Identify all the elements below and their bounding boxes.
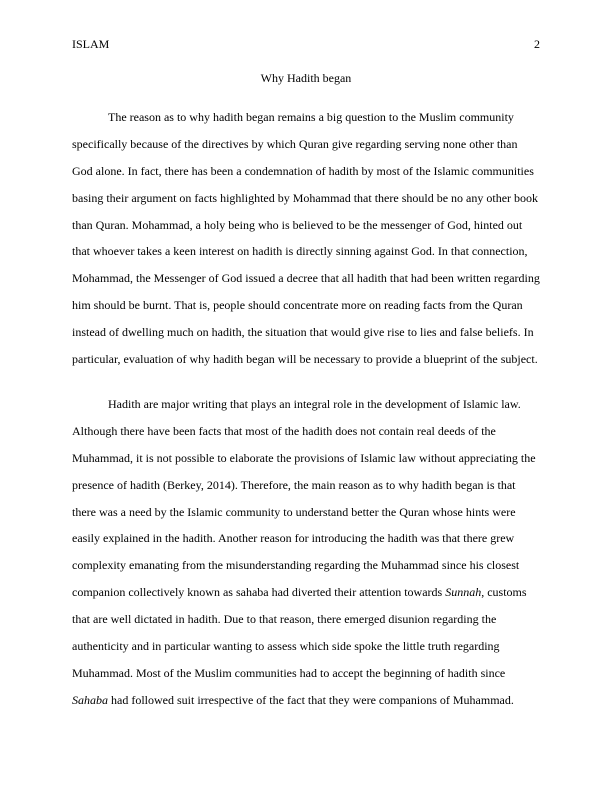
line-text: had followed suit irrespective of the fact that they were companions of Muhammad. [108,692,514,707]
paragraph-line: there was a need by the Islamic community to understand better the Quran whose hints were [72,504,516,519]
page-number: 2 [534,37,540,51]
paragraph-line: God alone. In fact, there has been a condemnation of hadith by most of the Islamic communities [72,163,534,178]
paragraph-line: complexity emanating from the misunderstanding regarding the Muhammad since his closest [72,558,520,573]
paragraph-line: Mohammad, the Messenger of God issued a decree that all hadith that had been written regarding [72,271,540,286]
paragraph-line [72,584,540,611]
paragraph-line: particular, evaluation of why hadith began will be necessary to provide a blueprint of the subject. [72,352,538,367]
italic-term-sunnah: Sunnah [445,585,482,600]
paragraph-2 [72,396,540,719]
line-text: companion collectively known as sahaba had diverted their attention towards [72,585,446,600]
paragraph-line: him should be burnt. That is, people should concentrate more on reading facts from the Quran [72,298,523,313]
paragraph-line: presence of hadith (Berkey, 2014). Therefore, the main reason as to why hadith began is that [72,477,516,492]
paragraph-line: instead of dwelling much on hadith, the situation that would give rise to lies and false beliefs. In [72,325,534,340]
paragraph-line [72,692,540,719]
paragraph-line: Hadith are major writing that plays an integral role in the development of Islamic law. [108,397,521,411]
italic-term-sahaba: Sahaba [72,692,108,707]
paragraph-line: specifically because of the directives by which Quran give regarding serving none other than [72,136,518,151]
paragraph-line: that whoever takes a keen interest on hadith is directly sinning against God. In that connection, [72,244,528,259]
paragraph-line: easily explained in the hadith. Another reason for introducing the hadith was that there grew [72,531,515,546]
running-head: ISLAM [72,37,110,51]
paragraph-line: Muhammad. Most of the Muslim communities had to accept the beginning of hadith since [72,665,506,680]
paragraph-line: The reason as to why hadith began remains a big question to the Muslim community [108,110,514,124]
line-text: , customs [481,585,527,600]
paragraph-line: Although there have been facts that most of the hadith does not contain real deeds of the [72,423,496,438]
paragraph-line: than Quran. Mohammad, a holy being who is believed to be the messenger of God, hinted out [72,217,523,232]
document-title: Why Hadith began [260,71,352,85]
paragraph-1 [72,109,540,378]
paragraph-line: authenticity and in particular wanting to assess which side spoke the little truth regarding [72,639,500,654]
paragraph-line: that are well dictated in hadith. Due to that reason, there emerged disunion regarding the [72,612,497,627]
paragraph-line: Muhammad, it is not possible to elaborate the provisions of Islamic law without appreciating the [72,450,536,465]
paragraph-line: basing their argument on facts highlighted by Mohammad that there should be no any other book [72,190,539,205]
